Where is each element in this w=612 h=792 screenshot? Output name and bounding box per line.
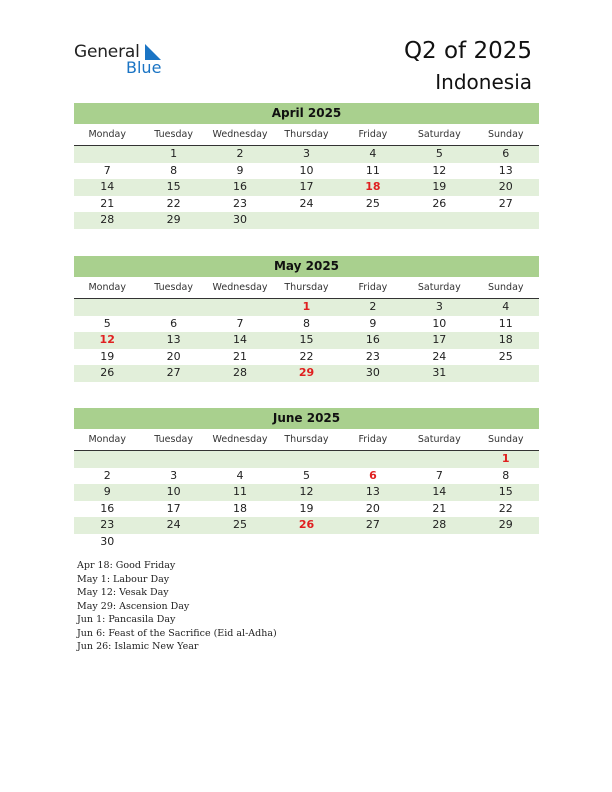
week-row: [74, 349, 539, 366]
day-cell: [74, 451, 140, 468]
weekday-label: Thursday: [284, 129, 329, 140]
month-calendar: [74, 103, 539, 229]
day-cell: 25: [498, 349, 513, 363]
weekday-header-row: [74, 280, 539, 299]
day-cell: 30: [233, 213, 248, 226]
day-cell: [273, 534, 339, 551]
day-cell: 23: [100, 518, 115, 531]
day-cell: 6: [170, 316, 178, 330]
day-cell: 24: [166, 518, 181, 531]
day-cell: [207, 299, 273, 316]
day-cell: 15: [166, 180, 181, 193]
day-cell: [207, 534, 273, 551]
logo-text-blue: Blue: [126, 58, 162, 77]
day-cell: 23: [233, 196, 248, 210]
day-cell: 29: [498, 518, 513, 531]
day-cell: 10: [299, 163, 314, 177]
month-calendar: [74, 256, 539, 382]
holiday-day-cell: 12: [99, 333, 115, 346]
day-cell: [207, 451, 273, 468]
logo-text-general: General: [74, 42, 140, 62]
weekday-label: Friday: [358, 282, 388, 293]
weekday-label: Saturday: [417, 434, 461, 445]
day-cell: 27: [365, 518, 380, 531]
day-cell: 27: [498, 196, 513, 210]
day-cell: 2: [369, 300, 377, 313]
day-cell: [340, 534, 406, 551]
day-cell: 12: [432, 163, 447, 177]
day-cell: 24: [432, 349, 447, 363]
day-cell: 2: [236, 147, 244, 160]
day-cell: 26: [100, 366, 115, 379]
day-cell: 11: [233, 485, 248, 498]
day-cell: 9: [103, 485, 111, 498]
week-row: [74, 146, 539, 163]
weekday-label: Tuesday: [154, 129, 193, 140]
page-title: Q2 of 2025: [403, 38, 532, 64]
holiday-day-cell: 26: [298, 518, 315, 531]
day-cell: 21: [432, 501, 447, 515]
day-cell: 14: [233, 333, 248, 346]
day-cell: 3: [302, 147, 310, 160]
day-cell: [140, 534, 206, 551]
holiday-note: Apr 18: Good Friday: [77, 560, 176, 571]
day-cell: 19: [100, 349, 115, 363]
day-cell: 16: [100, 501, 115, 515]
day-cell: [406, 534, 472, 551]
holiday-day-cell: 29: [298, 366, 315, 379]
weekday-label: Tuesday: [154, 434, 193, 445]
day-cell: [140, 451, 206, 468]
day-cell: 20: [166, 349, 181, 363]
weekday-label: Sunday: [487, 282, 524, 293]
weekday-header-row: [74, 127, 539, 146]
week-row: [74, 179, 539, 196]
day-cell: [273, 212, 339, 229]
day-cell: 22: [498, 501, 513, 515]
day-cell: 19: [432, 180, 447, 193]
day-cell: 18: [498, 333, 513, 346]
day-cell: 8: [302, 316, 310, 330]
day-cell: [273, 451, 339, 468]
week-row: [74, 365, 539, 382]
weekday-label: Wednesday: [212, 129, 268, 140]
day-cell: 9: [369, 316, 377, 330]
week-row: [74, 332, 539, 349]
day-cell: 4: [502, 300, 510, 313]
holiday-note: Jun 1: Pancasila Day: [77, 614, 176, 625]
weekday-label: Monday: [88, 434, 126, 445]
week-row: [74, 163, 539, 180]
holiday-note: May 29: Ascension Day: [77, 600, 190, 612]
weekday-label: Thursday: [284, 434, 329, 445]
holiday-day-cell: 1: [302, 300, 311, 313]
day-cell: 6: [502, 147, 510, 160]
day-cell: 15: [498, 485, 513, 498]
day-cell: 17: [166, 501, 181, 515]
weekday-label: Saturday: [417, 129, 461, 140]
weekday-label: Monday: [88, 129, 126, 140]
day-cell: 4: [236, 468, 244, 482]
day-cell: [340, 451, 406, 468]
day-cell: 19: [299, 501, 314, 515]
day-cell: 11: [498, 316, 513, 330]
day-cell: 8: [170, 163, 178, 177]
week-row: [74, 517, 539, 534]
day-cell: 20: [365, 501, 380, 515]
day-cell: 1: [170, 147, 178, 160]
day-cell: [473, 365, 539, 382]
week-row: [74, 299, 539, 316]
day-cell: 5: [302, 468, 310, 482]
day-cell: 30: [365, 366, 380, 379]
country-name: Indonesia: [435, 70, 532, 94]
day-cell: 2: [103, 468, 111, 482]
day-cell: 16: [365, 333, 380, 346]
holiday-day-cell: 18: [365, 180, 381, 193]
month-title: April 2025: [74, 103, 539, 124]
weekday-header-row: [74, 432, 539, 451]
holiday-day-cell: 6: [369, 468, 377, 482]
day-cell: 8: [502, 468, 510, 482]
day-cell: 3: [435, 300, 443, 313]
day-cell: 30: [100, 534, 115, 548]
day-cell: 21: [100, 196, 115, 210]
weekday-label: Sunday: [487, 129, 524, 140]
day-cell: [74, 299, 140, 316]
day-cell: 17: [299, 180, 314, 193]
day-cell: 22: [299, 349, 314, 363]
weekday-label: Friday: [358, 434, 388, 445]
week-row: [74, 468, 539, 485]
weekday-label: Thursday: [284, 282, 329, 293]
day-cell: 20: [498, 180, 513, 193]
day-cell: 15: [299, 333, 314, 346]
day-cell: 25: [365, 196, 380, 210]
week-row: [74, 316, 539, 333]
day-cell: 11: [365, 163, 380, 177]
day-cell: 7: [236, 316, 244, 330]
day-cell: [140, 299, 206, 316]
day-cell: 26: [432, 196, 447, 210]
day-cell: 28: [233, 366, 248, 379]
day-cell: [406, 212, 472, 229]
day-cell: 5: [435, 147, 443, 160]
day-cell: 5: [103, 316, 111, 330]
weekday-label: Wednesday: [212, 282, 268, 293]
day-cell: 28: [432, 518, 447, 531]
day-cell: 21: [233, 349, 248, 363]
day-cell: 7: [103, 163, 111, 177]
day-cell: 28: [100, 213, 115, 226]
day-cell: 16: [233, 180, 248, 193]
month-calendar: [74, 408, 539, 550]
day-cell: 31: [432, 366, 447, 379]
week-row: [74, 212, 539, 229]
day-cell: [74, 146, 140, 163]
day-cell: 10: [166, 485, 181, 498]
day-cell: 13: [365, 485, 380, 498]
day-cell: [406, 451, 472, 468]
weekday-label: Tuesday: [154, 282, 193, 293]
week-row: [74, 451, 539, 468]
week-row: [74, 534, 539, 551]
holiday-note: Jun 6: Feast of the Sacrifice (Eid al-Adha): [77, 627, 277, 639]
day-cell: 18: [233, 501, 248, 515]
weekday-label: Friday: [358, 129, 388, 140]
day-cell: 25: [233, 518, 248, 531]
month-title: June 2025: [74, 408, 539, 429]
day-cell: 23: [365, 349, 380, 363]
day-cell: 10: [432, 316, 447, 330]
day-cell: [473, 534, 539, 551]
day-cell: [340, 212, 406, 229]
week-row: [74, 484, 539, 501]
day-cell: 22: [166, 196, 181, 210]
week-row: [74, 501, 539, 518]
day-cell: 24: [299, 196, 314, 210]
holiday-note: May 12: Vesak Day: [77, 587, 169, 598]
weekday-label: Saturday: [417, 282, 461, 293]
day-cell: 27: [166, 366, 181, 379]
day-cell: 4: [369, 147, 377, 160]
holiday-note: Jun 26: Islamic New Year: [77, 641, 199, 652]
month-title: May 2025: [74, 256, 539, 277]
weekday-label: Monday: [88, 282, 126, 293]
day-cell: 14: [432, 485, 447, 498]
day-cell: 13: [166, 333, 181, 346]
holiday-notes: [77, 559, 277, 654]
day-cell: 17: [432, 333, 447, 346]
week-row: [74, 196, 539, 213]
holiday-day-cell: 1: [501, 452, 510, 465]
day-cell: 9: [236, 163, 244, 177]
day-cell: 3: [170, 468, 178, 482]
day-cell: [473, 212, 539, 229]
generalblue-logo: [74, 42, 174, 78]
weekday-label: Sunday: [487, 434, 524, 445]
weekday-label: Wednesday: [212, 434, 268, 445]
holiday-note: May 1: Labour Day: [77, 573, 170, 585]
day-cell: 13: [498, 163, 513, 177]
day-cell: 14: [100, 180, 115, 193]
day-cell: 29: [166, 213, 181, 226]
day-cell: 12: [299, 485, 314, 498]
day-cell: 7: [435, 468, 443, 482]
